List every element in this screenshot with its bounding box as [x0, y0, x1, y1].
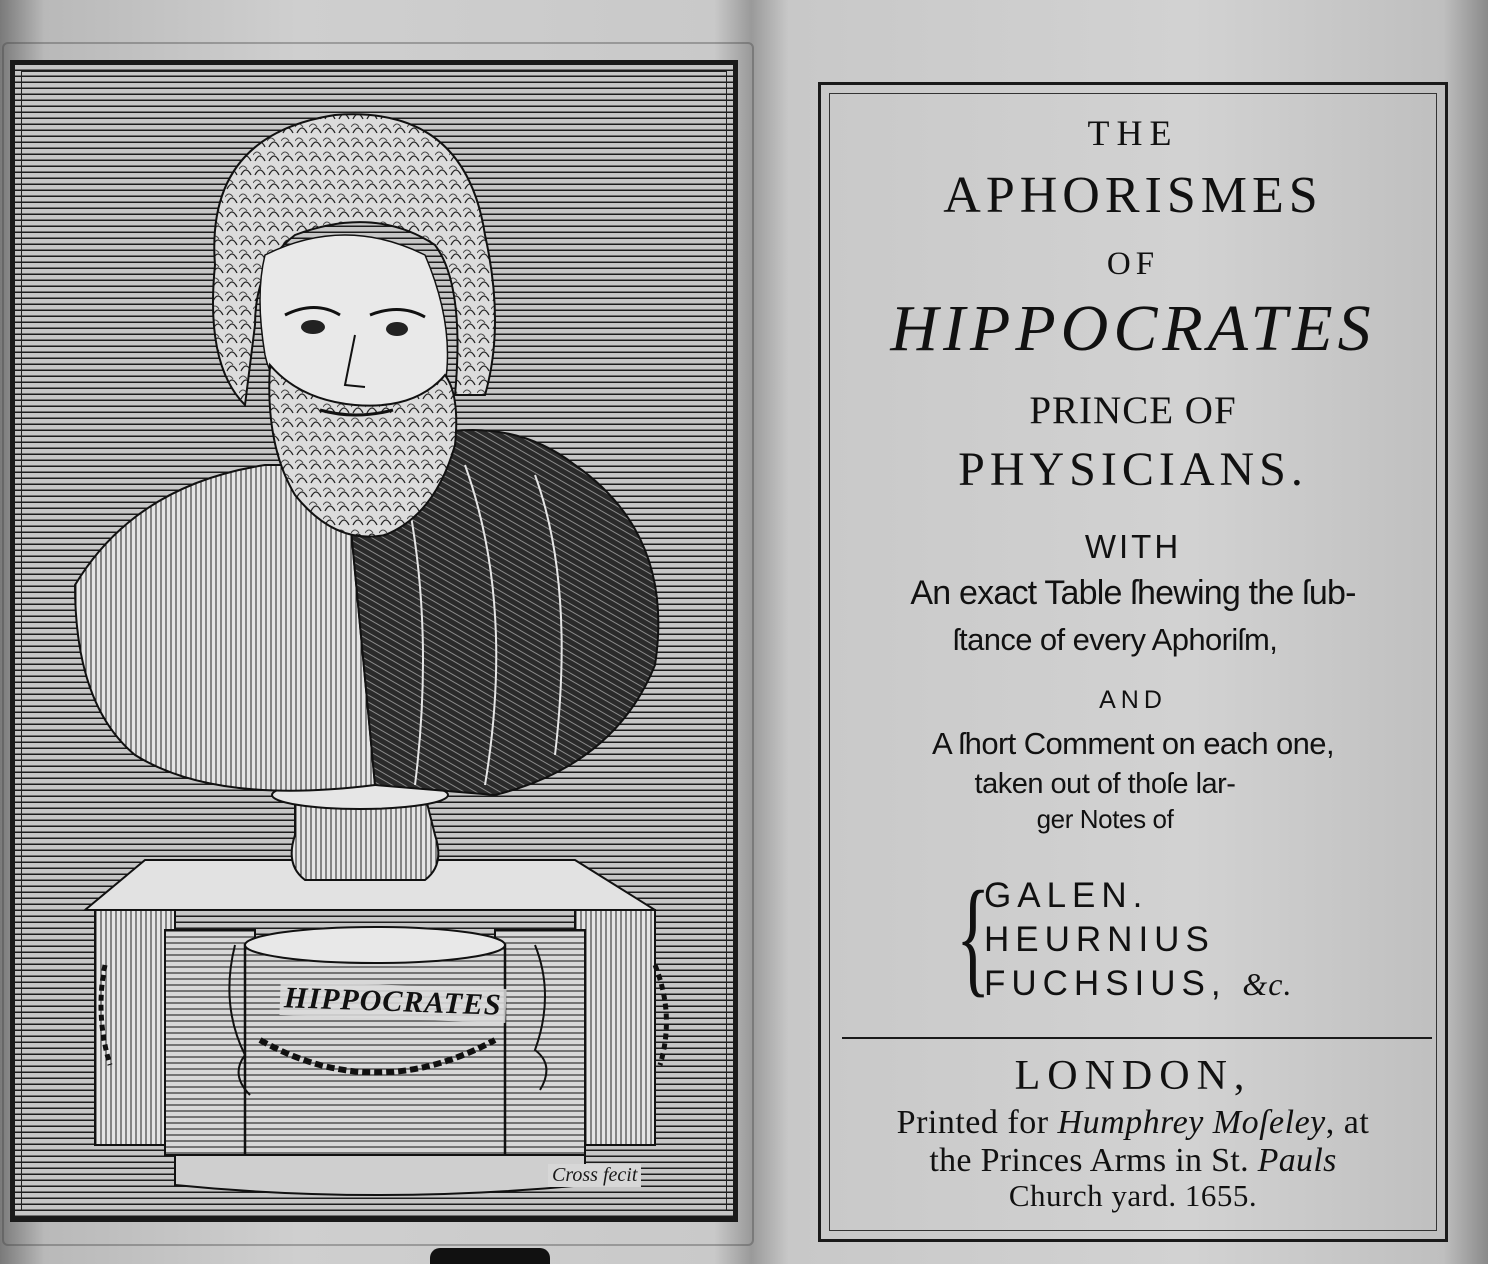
- imprint-printed-for: Printed for: [896, 1104, 1058, 1141]
- imprint-at: , at: [1325, 1104, 1370, 1141]
- title-prince-of: PRINCE OF: [1029, 389, 1237, 432]
- subtitle-comment-line-3: ger Notes of: [1036, 804, 1174, 834]
- title-hippocrates: HIPPOCRATES: [890, 292, 1376, 365]
- title-aphorismes: APHORISMES: [943, 167, 1323, 224]
- hippocrates-bust-illustration: [15, 65, 733, 1217]
- title-of: OF: [1106, 246, 1160, 282]
- imprint-city: LONDON,: [1014, 1053, 1252, 1099]
- imprint-address: the Princes Arms in St.: [929, 1142, 1258, 1179]
- binding-shadow: [430, 1248, 550, 1264]
- imprint-divider: [842, 1037, 1432, 1039]
- frontispiece-engraving: [10, 60, 738, 1222]
- subtitle-with: WITH: [1084, 528, 1182, 565]
- engraver-signature: Cross fecit: [548, 1164, 641, 1187]
- commentator-fuchsius: FUCHSIUS,: [984, 964, 1227, 1003]
- brace-glyph: {: [956, 865, 991, 1009]
- imprint-line-1: [818, 1106, 1448, 1140]
- commentator-heurnius: HEURNIUS: [984, 920, 1215, 959]
- title-physicians: PHYSICIANS.: [958, 443, 1308, 496]
- title-the: THE: [1087, 113, 1179, 153]
- etcetera: &c.: [1242, 966, 1293, 1002]
- imprint-pauls: Pauls: [1257, 1142, 1337, 1179]
- imprint-publisher: Humphrey Moſeley: [1057, 1104, 1326, 1141]
- subtitle-table-line-2: ſtance of every Aphoriſm,: [952, 622, 1278, 657]
- pedestal-inscription: HIPPOCRATES: [279, 981, 506, 1023]
- subtitle-comment-line-2: taken out of thoſe lar-: [974, 768, 1236, 800]
- subtitle-table-line-1: An exact Table ſhewing the ſub-: [910, 574, 1356, 612]
- imprint-line-2: [818, 1144, 1448, 1178]
- subtitle-and: AND: [1099, 686, 1167, 714]
- subtitle-comment-line-1: A ſhort Comment on each one,: [932, 726, 1334, 761]
- commentator-fuchsius-row: [984, 966, 1292, 1001]
- commentator-galen: GALEN.: [984, 876, 1149, 915]
- imprint-line-3-date: Church yard. 1655.: [1008, 1178, 1258, 1213]
- commentator-list: [956, 865, 1376, 1009]
